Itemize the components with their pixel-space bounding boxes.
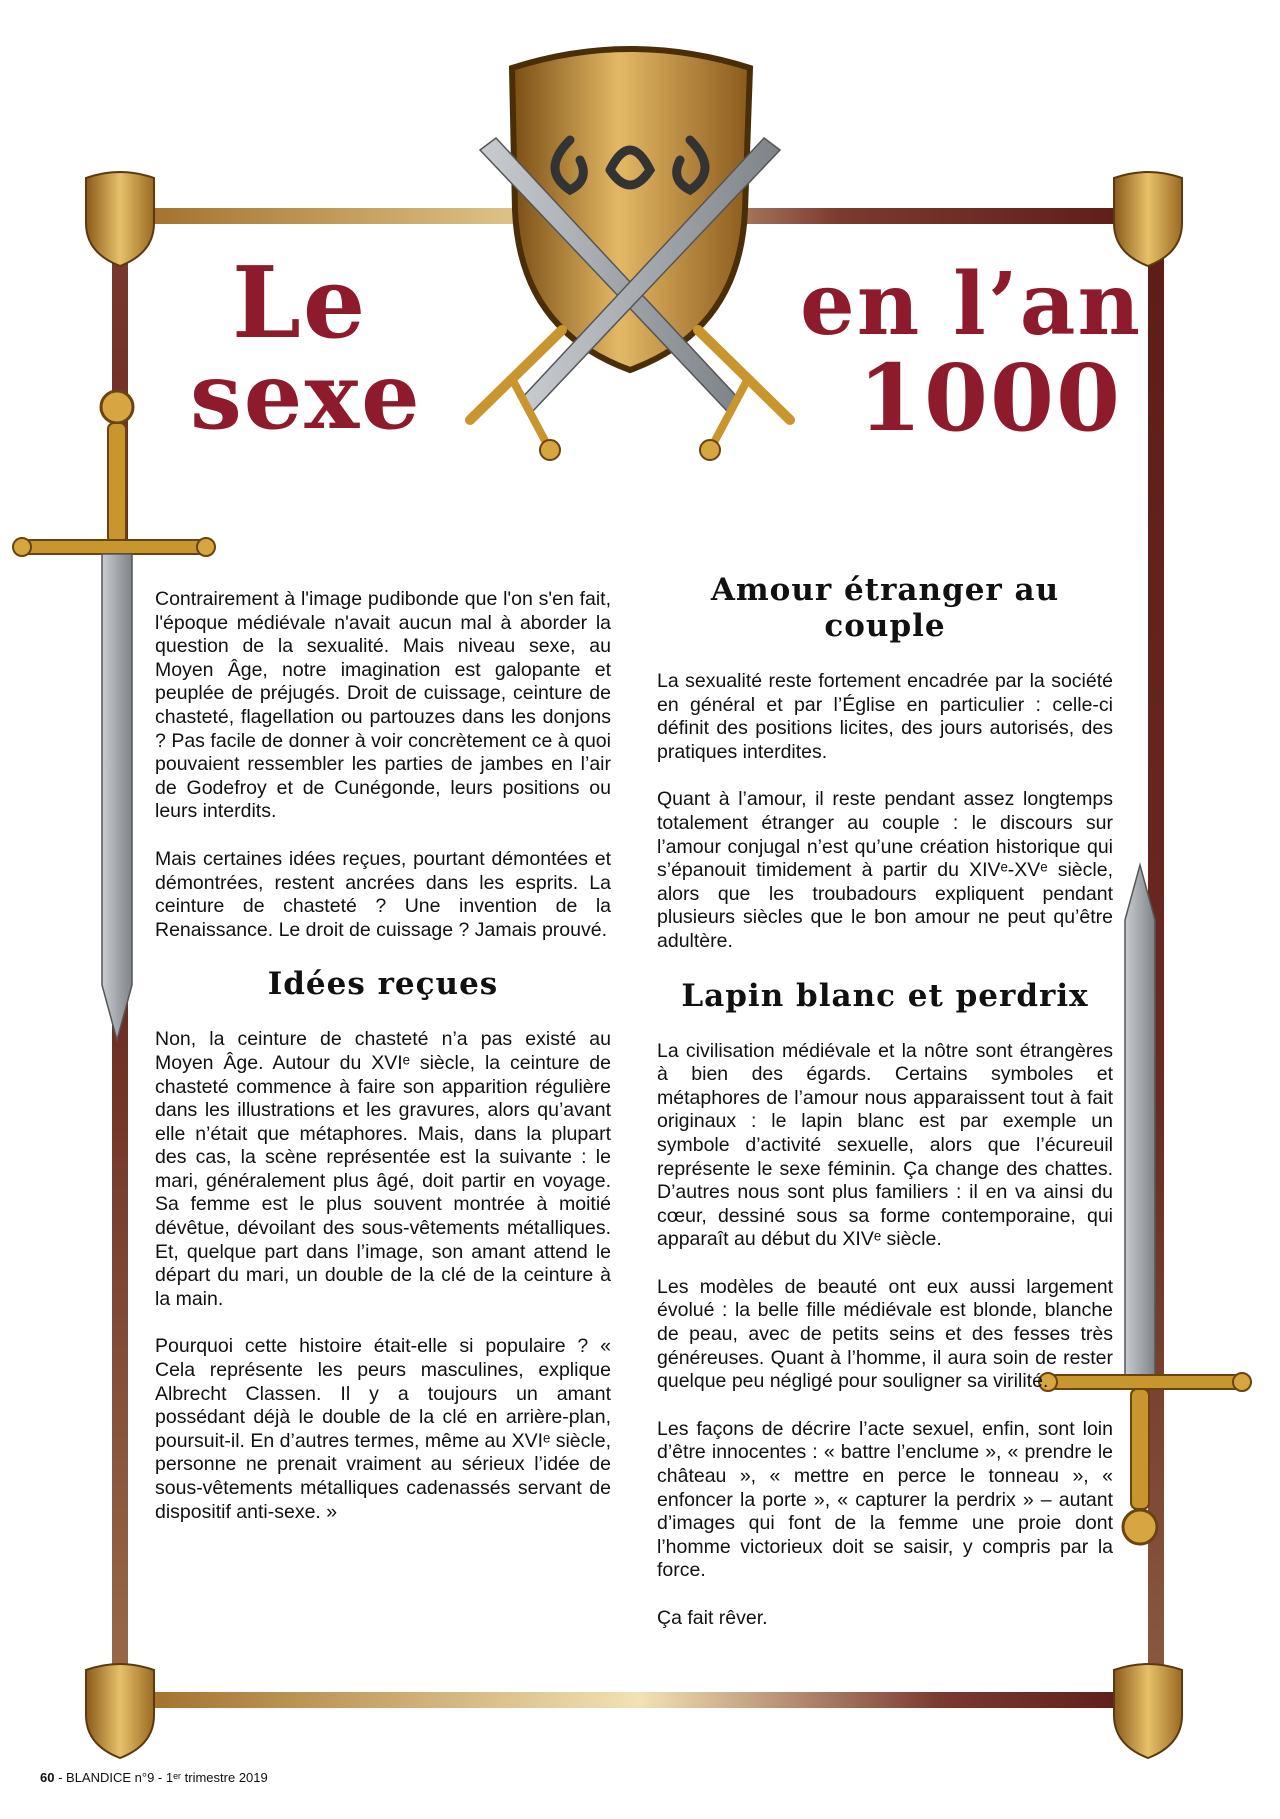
- lapin-paragraph-2: Les modèles de beauté ont eux aussi largement évolué : la belle fille médiévale est blonde, blanche de peau, avec de petits seins et des fesses très généreuses. Quant à l’homme, il aura soin de rester quelque peu négligé pour souligner sa virilité.: [657, 1275, 1113, 1393]
- lapin-paragraph-1: La civilisation médiévale et la nôtre sont étrangères à bien des égards. Certains symboles et métaphores de l’amour nous apparaissent tout à fait originaux : le lapin blanc est par exemple un symbole d’activité sexuelle, alors que l’écureuil représente le sexe féminin. Ça change des chattes. D’autres nous sont plus familiers : il en va ainsi du cœur, dessiné sous sa forme contemporaine, qui apparaît au début du XIVᵉ siècle.: [657, 1039, 1113, 1251]
- title-word-le: Le: [232, 246, 368, 361]
- amour-paragraph-2: Quant à l’amour, il reste pendant assez longtemps totalement étranger au couple : le discours sur l’amour conjugal n’est qu’une création historique qui s’épanouit timidement à partir du XIVᵉ-XVᵉ siècle, alors que les troubadours expliquent pendant plusieurs siècles que le bon amour ne peut qu’être adultère.: [657, 788, 1113, 952]
- corner-shield-icon: [1110, 168, 1186, 268]
- frame-bottom-bar: [140, 1692, 1140, 1708]
- intro-paragraph-1: Contrairement à l'image pudibonde que l'on s'en fait, l'époque médiévale n'avait aucun mal à aborder la question de la sexualité. Mais niveau sexe, au Moyen Âge, notre imagination est galopante et peuplée de préjugés. Droit de cuissage, ceinture de chasteté, flagellation ou partouzes dans les donjons ? Pas facile de donner à voir concrètement ce à quoi pouvaient ressembler les parties de jambes en l’air de Godefroy et de Cunégonde, leurs positions ou leurs interdits.: [155, 588, 611, 823]
- corner-shield-icon: [1110, 1660, 1186, 1760]
- heading-amour: Amour étranger au couple: [710, 572, 1060, 644]
- title-word-en-lan: en l’an: [800, 254, 1143, 355]
- publication-info: - BLANDICE n°9 - 1ᵉʳ trimestre 2019: [54, 1770, 268, 1785]
- left-column: [155, 588, 611, 1548]
- lapin-paragraph-4: Ça fait rêver.: [657, 1607, 768, 1629]
- page-footer: [40, 1770, 268, 1785]
- page-number: 60: [40, 1770, 55, 1785]
- lapin-paragraph-3: Les façons de décrire l’acte sexuel, enfin, sont loin d’être innocentes : « battre l’enclume », « prendre le château », « mettre en perce le tonneau », « enfoncer la porte », « capturer la perdrix » – autant d’images qui font de la femme une proie dont l’homme victorieux doit se saisir, y compris par la force.: [657, 1417, 1113, 1582]
- amour-paragraph-1: La sexualité reste fortement encadrée par la société en général et par l’Église en particulier : celle-ci définit des positions licites, des jours autorisés, des pratiques interdites.: [657, 670, 1113, 763]
- right-column: [657, 572, 1113, 1655]
- idees-paragraph-2: Pourquoi cette histoire était-elle si populaire ? « Cela représente les peurs masculines, explique Albrecht Classen. Il y a toujours un amant possédant déjà le double de la clé en arrière-plan, poursuit-il. En d’autres termes, même au XVIᵉ siècle, personne ne prenait vraiment au sérieux l’idée de sous-vêtements métalliques cadenassés servant de dispositif anti-sexe. »: [155, 1335, 611, 1523]
- title-word-sexe: sexe: [190, 342, 422, 450]
- idees-paragraph-1: Non, la ceinture de chasteté n’a pas existé au Moyen Âge. Autour du XVIᵉ siècle, la ceinture de chasteté commence à faire son apparition régulière dans les illustrations et les gravures, alors qu’avant elle n’était que métaphores. Mais, dans la plupart des cas, la scène représentée est la suivante : le mari, généralement plus âgé, doit partir en voyage. Sa femme est le plus souvent montrée à moitié dévêtue, dévoilant des sous-vêtements métalliques. Et, quelque part dans l’image, son amant attend le départ du mari, un double de la clé de la ceinture à la main.: [155, 1028, 611, 1310]
- corner-shield-icon: [82, 1660, 158, 1760]
- intro-paragraph-2: Mais certaines idées reçues, pourtant démontées et démontrées, restent ancrées dans les esprits. La ceinture de chasteté ? Une invention de la Renaissance. Le droit de cuissage ? Jamais prouvé.: [155, 847, 611, 941]
- corner-shield-icon: [82, 168, 158, 268]
- shield-crossed-swords-emblem: [460, 30, 800, 470]
- heading-idees-recues: Idées reçues: [267, 966, 499, 1003]
- heading-lapin: Lapin blanc et perdrix: [681, 977, 1089, 1014]
- title-word-year: 1000: [858, 344, 1123, 452]
